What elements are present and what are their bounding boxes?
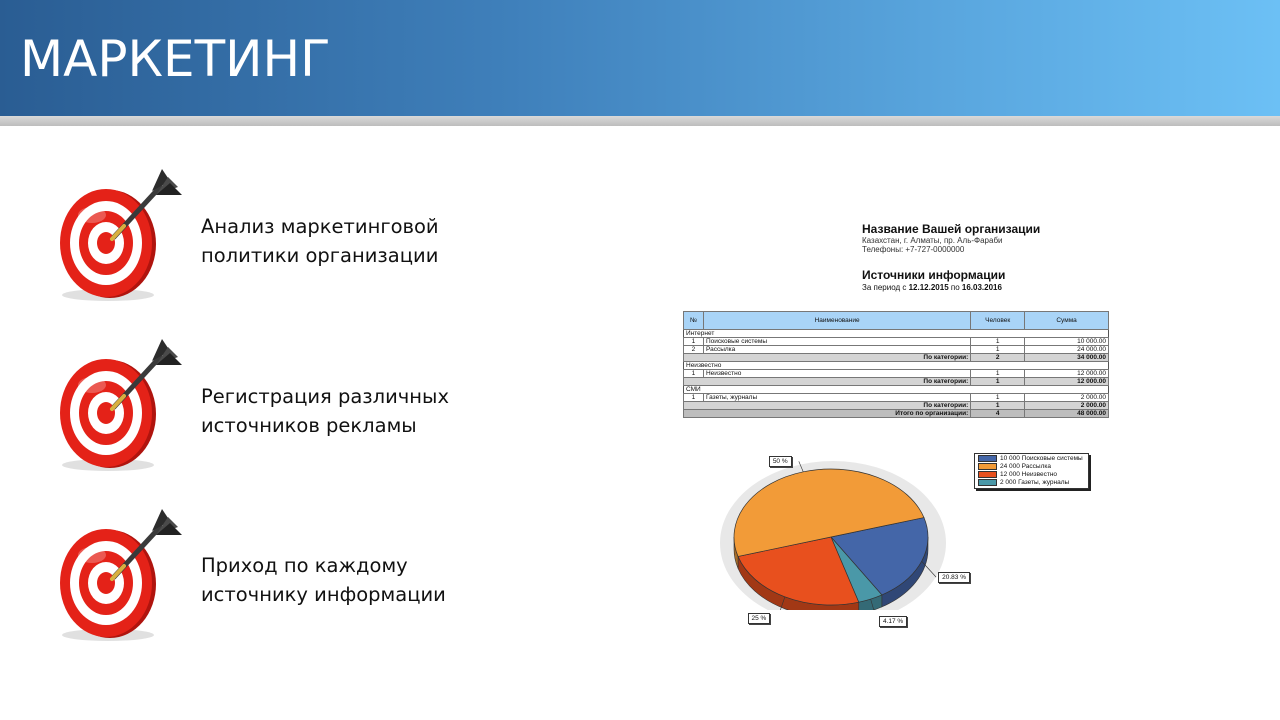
bullet-line: Приход по каждому (201, 554, 408, 577)
subtotal-row: По категории: 2 34 000.00 (684, 354, 1109, 362)
pie-percent-label: 4.17 % (879, 616, 907, 627)
col-num: № (684, 312, 704, 330)
bullet-line: Анализ маркетинговой (201, 215, 439, 238)
legend-label: 10 000 Поисковые системы (1000, 455, 1083, 463)
legend-item (978, 479, 1069, 487)
subtotal-row: По категории: 1 2 000.00 (684, 402, 1109, 410)
bullet-item (52, 165, 612, 305)
group-row: Неизвестно (684, 362, 1109, 370)
report-preview (683, 220, 1123, 625)
table-row: 1 Газеты, журналы 1 2 000.00 (684, 394, 1109, 402)
legend-label: 2 000 Газеты, журналы (1000, 479, 1070, 487)
org-name: Название Вашей организации (862, 222, 1041, 236)
bullet-text (201, 382, 601, 440)
header-divider (0, 116, 1280, 126)
table-row: 1 Неизвестно 1 12 000.00 (684, 370, 1109, 378)
group-row: СМИ (684, 386, 1109, 394)
legend-swatch (978, 471, 997, 478)
table-row: 2 Рассылка 1 24 000.00 (684, 346, 1109, 354)
bullet-text (201, 212, 601, 270)
slide-title: МАРКЕТИНГ (20, 30, 331, 88)
bullet-line: политики организации (201, 244, 439, 267)
pie-percent-label: 50 % (769, 456, 792, 467)
legend-swatch (978, 455, 997, 462)
group-row: Интернет (684, 330, 1109, 338)
bullet-item (52, 335, 612, 475)
pie-chart (683, 220, 1123, 610)
bullet-line: источнику информации (201, 583, 446, 606)
bullet-line: источников рекламы (201, 414, 417, 437)
legend-label: 12 000 Неизвестно (1000, 471, 1058, 479)
bullet-item (52, 505, 612, 645)
total-row: Итого по организации: 4 48 000.00 (684, 410, 1109, 418)
subtotal-row: По категории: 1 12 000.00 (684, 378, 1109, 386)
dart-target-icon (52, 505, 192, 645)
legend-label: 24 000 Рассылка (1000, 463, 1051, 471)
org-phone: Телефоны: +7-727-0000000 (862, 245, 965, 254)
table-row: 1 Поисковые системы 1 10 000.00 (684, 338, 1109, 346)
org-address: Казахстан, г. Алматы, пр. Аль-Фараби (862, 236, 1003, 245)
dart-target-icon (52, 335, 192, 475)
legend-swatch (978, 479, 997, 486)
legend-swatch (978, 463, 997, 470)
col-sum: Сумма (1025, 312, 1109, 330)
bullet-text (201, 551, 601, 609)
col-people: Человек (971, 312, 1025, 330)
legend-item (978, 471, 1057, 479)
slide-header (0, 0, 1280, 116)
legend-item (978, 455, 1083, 463)
report-period: За период с 12.12.2015 по 16.03.2016 (862, 283, 1002, 292)
pie-percent-label: 20.83 % (938, 572, 970, 583)
col-name: Наименование (703, 312, 970, 330)
chart-legend (974, 453, 1089, 489)
bullet-line: Регистрация различных (201, 385, 449, 408)
legend-item (978, 463, 1051, 471)
dart-target-icon (52, 165, 192, 305)
pie-percent-label: 25 % (748, 613, 771, 624)
report-title: Источники информации (862, 268, 1006, 282)
